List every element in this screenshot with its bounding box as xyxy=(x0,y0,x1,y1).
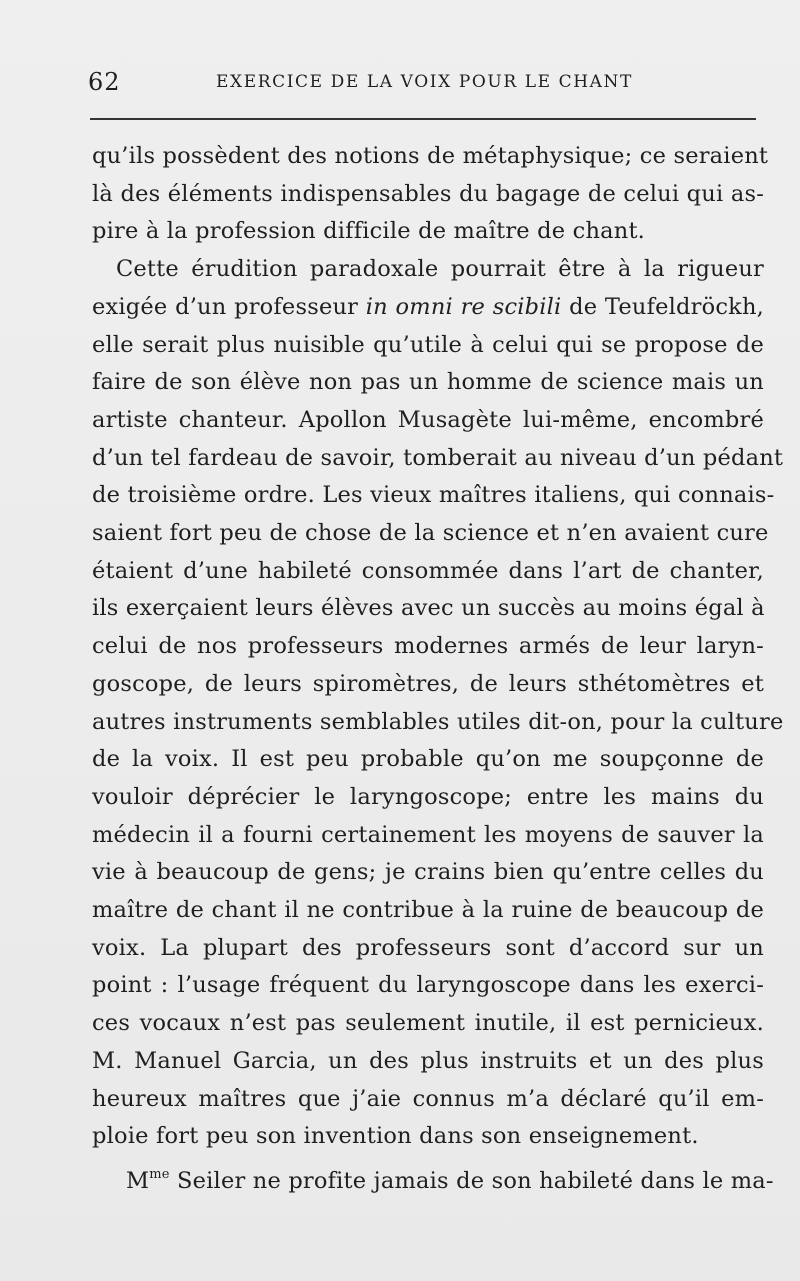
text-line: ces vocaux n’est pas seulement inutile, il est pernicieux. xyxy=(92,1010,764,1037)
text-line: faire de son élève non pas un homme de science mais un xyxy=(92,369,764,396)
text-line: artiste chanteur. Apollon Musagète lui-même, encombré xyxy=(92,406,764,433)
text-line: goscope, de leurs spiromètres, de leurs sthétomètres et xyxy=(92,670,764,697)
text-fragment: de Teufeldröckh, xyxy=(561,293,764,320)
running-title: EXERCICE DE LA VOIX POUR LE CHANT xyxy=(216,72,633,92)
text-line: vie à beaucoup de gens; je crains bien qu’entre celles du xyxy=(92,859,764,886)
text-line: vouloir déprécier le laryngoscope; entre les mains du xyxy=(92,783,764,810)
page-header xyxy=(86,68,756,102)
text-line: maître de chant il ne contribue à la ruine de beaucoup de xyxy=(92,897,764,924)
header-rule xyxy=(90,118,756,120)
text-line: ploie fort peu son invention dans son enseignement. xyxy=(92,1123,699,1150)
text-line xyxy=(92,289,764,327)
paragraph-start-line xyxy=(92,1156,774,1201)
body-text xyxy=(92,138,784,1201)
text-line: celui de nos professeurs modernes armés de leur laryn- xyxy=(92,633,764,660)
text-line: qu’ils possèdent des notions de métaphysique; ce seraient xyxy=(92,143,769,169)
text-line: de troisième ordre. Les vieux maîtres italiens, qui connais- xyxy=(92,482,775,509)
text-line: autres instruments semblables utiles dit-on, pour la culture xyxy=(92,708,784,735)
page-number: 62 xyxy=(88,68,121,96)
text-fragment: Seiler ne profite jamais de son habileté dans le ma- xyxy=(169,1167,774,1194)
text-line: ils exerçaient leurs élèves avec un succès au moins égal à xyxy=(92,595,765,622)
text-line: M. Manuel Garcia, un des plus instruits et un des plus xyxy=(92,1047,764,1074)
text-line: d’un tel fardeau de savoir, tomberait au niveau d’un pédant xyxy=(92,444,784,471)
text-line: là des éléments indispensables du bagage de celui qui as- xyxy=(92,180,764,207)
text-line: heureux maîtres que j’aie connus m’a déclaré qu’il em- xyxy=(92,1085,764,1112)
text-fragment: M xyxy=(126,1167,150,1194)
text-line: étaient d’une habileté consommée dans l’art de chanter, xyxy=(92,557,764,584)
text-line: voix. La plupart des professeurs sont d’accord sur un xyxy=(92,934,764,961)
text-line: médecin il a fourni certainement les moyens de sauver la xyxy=(92,821,764,848)
text-line: pire à la profession difficile de maître de chant. xyxy=(92,218,646,245)
superscript: me xyxy=(149,1166,170,1182)
text-line: saient fort peu de chose de la science et n’en avaient cure xyxy=(92,520,769,547)
text-line: point : l’usage fréquent du laryngoscope dans les exerci- xyxy=(92,972,764,999)
latin-phrase: in omni re scibili xyxy=(365,293,562,320)
paragraph-start-line: Cette érudition paradoxale pourrait être à la rigueur xyxy=(116,256,764,283)
text-line: de la voix. Il est peu probable qu’on me soupçonne de xyxy=(92,746,764,773)
text-line: elle serait plus nuisible qu’utile à celui qui se propose de xyxy=(92,331,764,358)
text-fragment: exigée d’un professeur xyxy=(92,293,366,320)
